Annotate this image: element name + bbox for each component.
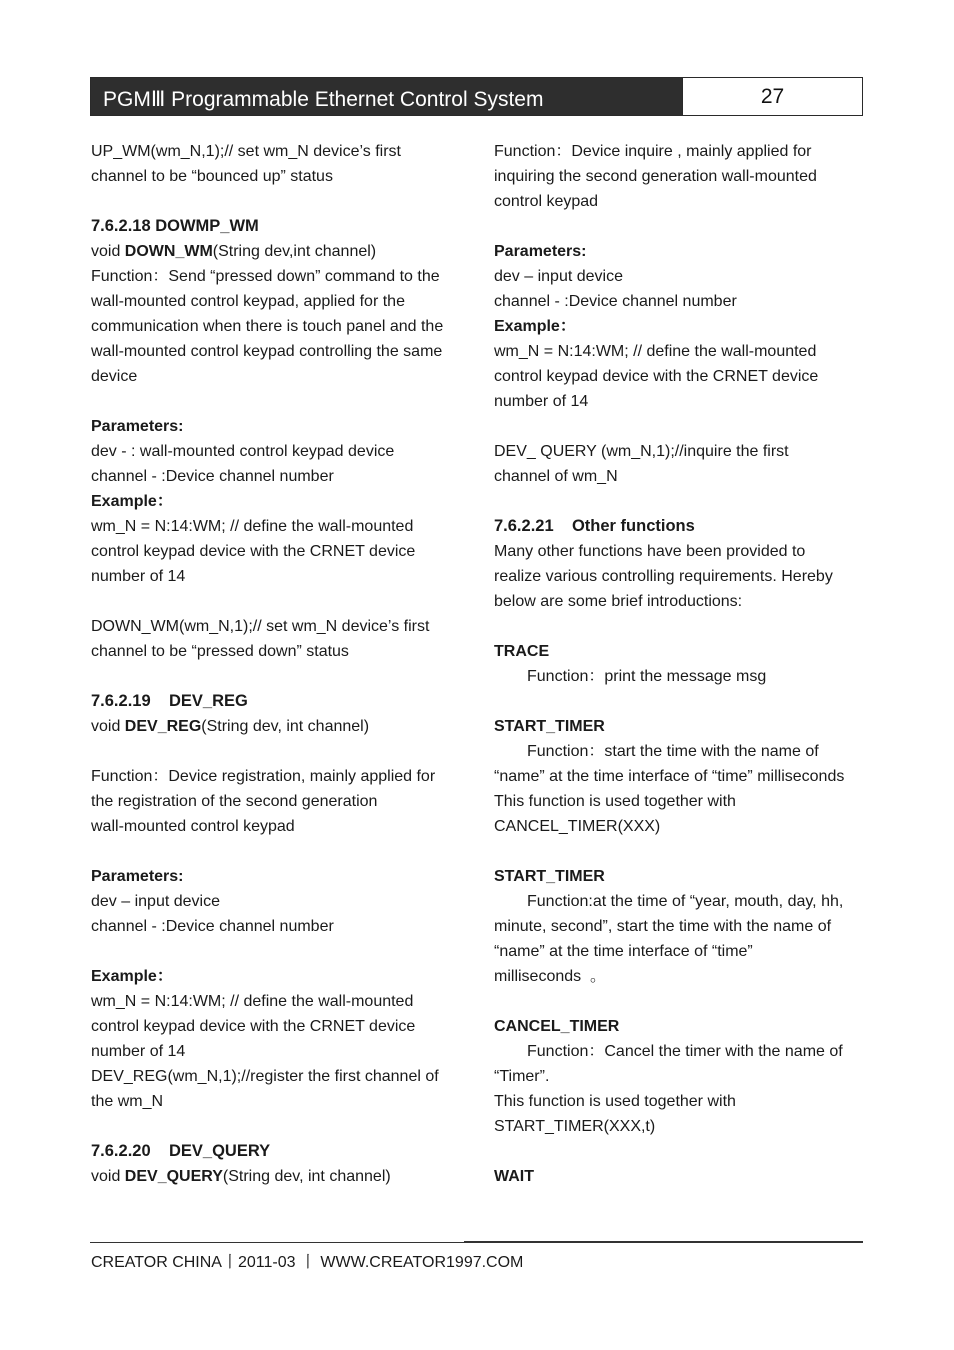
text-line: Function：start the time with the name of [527, 743, 819, 760]
text-line: Function：print the message msg [527, 668, 767, 685]
text-line: wall-mounted control keypad controlling the same [91, 343, 443, 360]
text-line: dev - : wall-mounted control keypad device [91, 443, 395, 460]
text-line: below are some brief introductions: [494, 593, 743, 610]
text-line: wall-mounted control keypad [91, 818, 295, 835]
text-line: UP_WM(wm_N,1);// set wm_N device’s first [91, 143, 401, 160]
parameters-label: Parameters: [494, 243, 587, 260]
text-line: wall-mounted control keypad, applied for the [91, 293, 405, 310]
text-line: Function：Cancel the timer with the name of [527, 1043, 843, 1060]
text-line: This function is used together with [494, 793, 736, 810]
text-line: device [91, 368, 138, 385]
text-line: Function：Send “pressed down” command to the [91, 268, 440, 285]
text-line: START_TIMER(XXX,t) [494, 1118, 656, 1135]
text-line: channel of wm_N [494, 468, 618, 485]
text-line: DEV_ QUERY (wm_N,1);//inquire the first [494, 443, 789, 460]
text-line: milliseconds 。 [494, 968, 607, 985]
text-line: Many other functions have been provided to [494, 543, 806, 560]
section-heading-7-6-2-21: 7.6.2.21 Other functions [494, 517, 695, 535]
left-column [91, 139, 471, 1189]
text-line: the registration of the second generation [91, 793, 378, 810]
text-line: channel to be “pressed down” status [91, 643, 349, 660]
text-line: “name” at the time interface of “time” milliseconds [494, 768, 845, 785]
parameters-label: Parameters: [91, 418, 184, 435]
text-line: channel - :Device channel number [91, 918, 334, 935]
text-line: control keypad device with the CRNET device [494, 368, 819, 385]
text-line: Function：Device registration, mainly applied for [91, 768, 436, 785]
text-line: minute, second”, start the time with the name of [494, 918, 832, 935]
function-signature: void DEV_REG(String dev, int channel) [91, 718, 370, 735]
example-label: Example： [91, 968, 173, 985]
function-label-start-timer: START_TIMER [494, 868, 605, 885]
text-line: wm_N = N:14:WM; // define the wall-mounted [91, 993, 414, 1010]
parameters-label: Parameters: [91, 868, 184, 885]
text-line: dev – input device [91, 893, 220, 910]
text-line: “Timer”. [494, 1068, 550, 1085]
function-label-trace: TRACE [494, 643, 550, 660]
page-header [90, 77, 863, 116]
text-line: This function is used together with [494, 1093, 736, 1110]
page-number: 27 [682, 78, 862, 115]
text-line: channel to be “bounced up” status [91, 168, 333, 185]
text-line: control keypad [494, 193, 599, 210]
text-line: DOWN_WM(wm_N,1);// set wm_N device’s first [91, 618, 430, 635]
function-signature: void DEV_QUERY(String dev, int channel) [91, 1168, 391, 1185]
function-label-start-timer: START_TIMER [494, 718, 605, 735]
text-line: number of 14 [91, 568, 186, 585]
section-heading-7-6-2-19: 7.6.2.19 DEV_REG [91, 692, 248, 710]
function-label-cancel-timer: CANCEL_TIMER [494, 1018, 620, 1035]
text-line: “name” at the time interface of “time” [494, 943, 753, 960]
text-line: realize various controlling requirements. Hereby [494, 568, 833, 585]
text-line: Function:at the time of “year, mouth, day, hh, [527, 893, 844, 910]
section-heading-7-6-2-20: 7.6.2.20 DEV_QUERY [91, 1142, 271, 1160]
text-line: Function：Device inquire , mainly applied for [494, 143, 812, 160]
text-line: inquiring the second generation wall-mounted [494, 168, 817, 185]
footer-divider-accent [464, 1241, 863, 1243]
text-line: control keypad device with the CRNET device [91, 543, 416, 560]
text-line: the wm_N [91, 1093, 164, 1110]
text-line: CANCEL_TIMER(XXX) [494, 818, 661, 835]
right-column [494, 139, 866, 1189]
text-line: channel - :Device channel number [91, 468, 334, 485]
text-line: channel - :Device channel number [494, 293, 737, 310]
text-line: communication when there is touch panel and the [91, 318, 444, 335]
function-label-wait: WAIT [494, 1168, 534, 1185]
example-label: Example： [91, 493, 173, 510]
text-line: dev – input device [494, 268, 623, 285]
section-heading-7-6-2-18: 7.6.2.18 DOWMP_WM [91, 217, 259, 235]
text-line: DEV_REG(wm_N,1);//register the first channel of [91, 1068, 439, 1085]
text-line: wm_N = N:14:WM; // define the wall-mounted [494, 343, 817, 360]
document-title: PGMⅢ Programmable Ethernet Control System [91, 78, 682, 115]
function-signature: void DOWN_WM(String dev,int channel) [91, 243, 377, 260]
page-footer: CREATOR CHINA丨2011-03 丨 WWW.CREATOR1997.COM [91, 1254, 524, 1271]
example-label: Example： [494, 318, 576, 335]
text-line: number of 14 [91, 1043, 186, 1060]
text-line: control keypad device with the CRNET device [91, 1018, 416, 1035]
text-line: wm_N = N:14:WM; // define the wall-mounted [91, 518, 414, 535]
text-line: number of 14 [494, 393, 589, 410]
